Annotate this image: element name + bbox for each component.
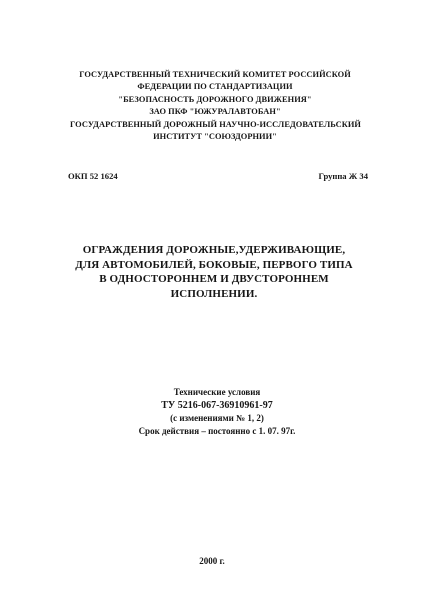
title-line: ДЛЯ АВТОМОБИЛЕЙ, БОКОВЫЕ, ПЕРВОГО ТИПА <box>75 258 353 271</box>
org-line: ФЕДЕРАЦИИ ПО СТАНДАРТИЗАЦИИ <box>137 82 293 92</box>
document-title <box>64 243 364 301</box>
spec-changes: (с изменениями № 1, 2) <box>170 413 264 423</box>
issuing-organizations <box>70 69 360 143</box>
org-line: ГОСУДАРСТВЕННЫЙ ТЕХНИЧЕСКИЙ КОМИТЕТ РОССИЙСКОЙ <box>79 70 351 79</box>
title-line: В ОДНОСТОРОННЕМ И ДВУСТОРОННЕМ <box>99 273 329 286</box>
org-line: "БЕЗОПАСНОСТЬ ДОРОЖНОГО ДВИЖЕНИЯ" <box>118 94 312 104</box>
okp-code: ОКП 52 1624 <box>68 171 118 181</box>
title-line: ИСПОЛНЕНИИ. <box>170 287 258 300</box>
org-line: ИНСТИТУТ "СОЮЗДОРНИИ" <box>153 132 277 142</box>
spec-number: ТУ 5216-067-36910961-97 <box>161 400 273 411</box>
spec-label: Технические условия <box>173 387 261 397</box>
spec-validity: Срок действия – постоянно с 1. 07. 97г. <box>138 426 296 436</box>
title-line: ОГРАЖДЕНИЯ ДОРОЖНЫЕ,УДЕРЖИВАЮЩИЕ, <box>82 244 346 256</box>
group-code: Группа Ж 34 <box>318 171 368 181</box>
org-line: ЗАО ПКФ "ЮЖУРАЛАВТОБАН" <box>149 107 281 117</box>
org-line: ГОСУДАРСТВЕННЫЙ ДОРОЖНЫЙ НАУЧНО-ИССЛЕДОВАТЕЛЬСКИЙ <box>70 119 361 129</box>
technical-specification <box>112 386 322 438</box>
publication-year: 2000 г. <box>199 556 225 566</box>
